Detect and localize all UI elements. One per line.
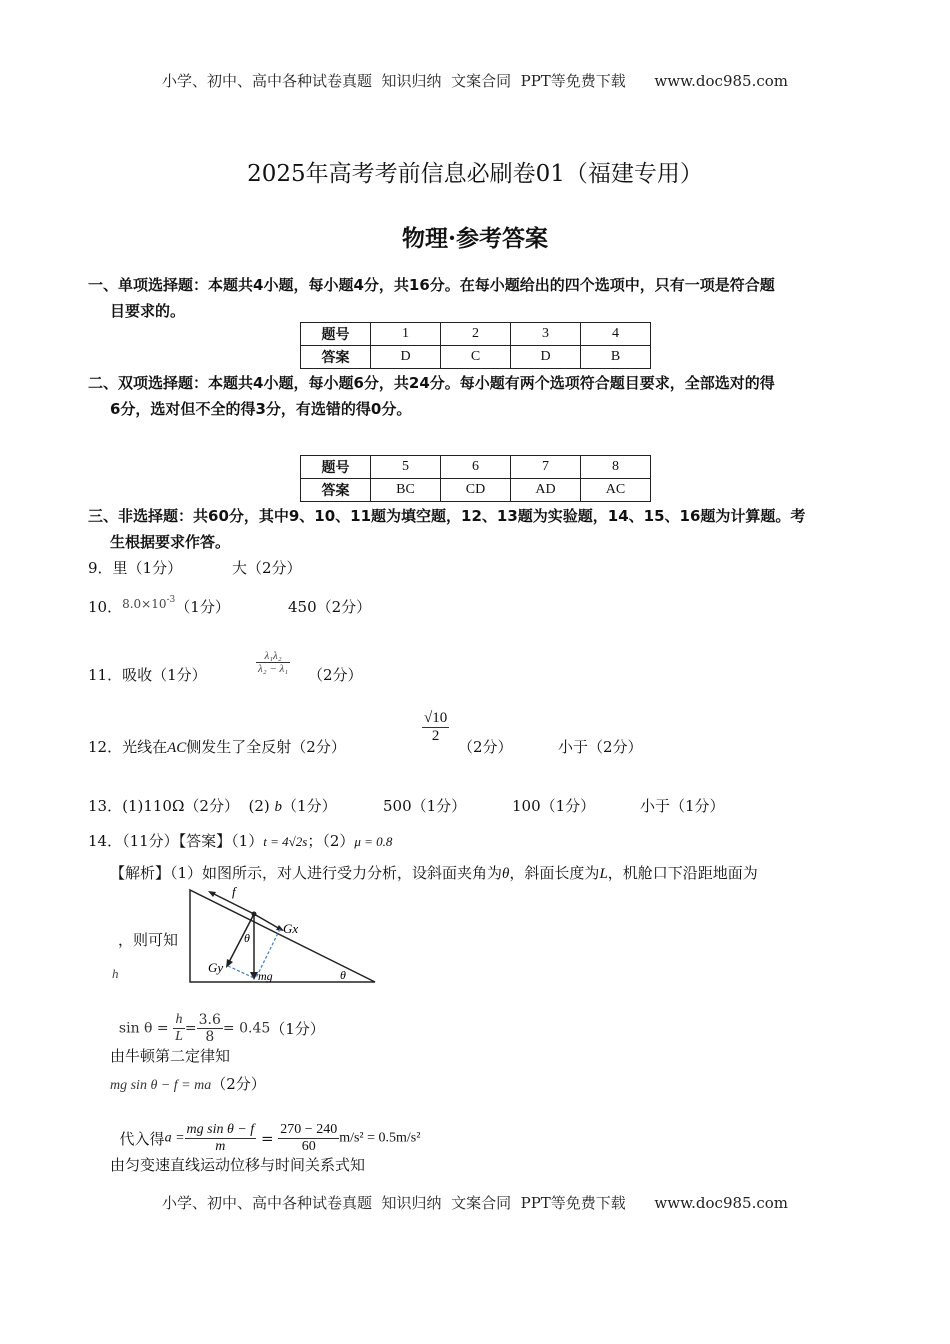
answer-cell: D (511, 346, 581, 369)
q9-answer-b: 大（2分） (232, 559, 302, 577)
q12-line: 12．光线在AC侧发生了全反射（2分） (88, 738, 346, 756)
q11-frac-num: λ₁λ₂ (256, 650, 290, 663)
q10-answer-a: （1分） (175, 598, 230, 616)
section2-answer-table (300, 455, 651, 502)
label-theta-inner: θ (244, 931, 250, 945)
q14-answer-2: μ = 0.8 (354, 834, 393, 849)
q11-number: 11． (88, 666, 123, 684)
q9-line (88, 557, 182, 578)
answer-cell: AD (511, 479, 581, 502)
section3-heading: 三、非选择题：共60分，其中9、10、11题为填空题，12、13题为实验题，14、15、16题为计算题。考 生根据要求作答。 (88, 507, 806, 551)
q10-exponent: -3 (166, 595, 176, 605)
q14-number: 14． (88, 832, 123, 850)
section2-heading: 二、双项选择题：本题共4小题，每小题6分，共24分。每小题有两个选项符合题目要求，全部选对的得 6分，选对但不全的得3分，有选错的得0分。 (88, 374, 775, 418)
q9-answer-a: 里（1分） (112, 559, 183, 577)
row-label: 题号 (301, 323, 371, 346)
person-point (252, 912, 257, 917)
answer-cell: AC (581, 479, 651, 502)
answer-cell: BC (371, 479, 441, 502)
q12-answer-c: 小于（2分） (558, 738, 643, 756)
q11-answer-a: 吸收（1分） (122, 666, 207, 684)
label-f: f (232, 884, 236, 899)
q10-answer-b: 450（2分） (288, 598, 372, 616)
q11-answer-b: （2分） (308, 666, 363, 684)
q12-answer-b: （2分） (458, 738, 513, 756)
question-number: 1 (371, 323, 441, 346)
question-number: 6 (441, 456, 511, 479)
q14-newton: 由牛顿第二定律知 (110, 1047, 231, 1065)
q10-value: 8.0×10 (122, 597, 167, 611)
section1-answer-table (300, 322, 651, 369)
q14-last-line: 由匀变速直线运动位移与时间关系式知 (110, 1156, 366, 1174)
question-number: 5 (371, 456, 441, 479)
q12-fraction (422, 710, 449, 745)
q12-frac-den: 2 (431, 728, 440, 744)
label-gx: Gx (283, 921, 299, 936)
section1-heading: 一、单项选择题：本题共4小题，每小题4分，共16分。在每小题给出的四个选项中，只有一项是符合题 目要求的。 (88, 276, 775, 320)
page-subtitle: 物理·参考答案 (401, 225, 548, 252)
page-title: 2025年高考考前信息必刷卷01（福建专用） (247, 161, 703, 187)
q13-answer-e: 小于（1分） (640, 797, 725, 815)
q11-frac-den: λ₂ − λ₁ (258, 663, 289, 675)
table-row (301, 323, 651, 346)
q13-answer-a: (1)110Ω（2分） (122, 797, 239, 815)
question-number: 7 (511, 456, 581, 479)
q10-line (88, 596, 230, 617)
q13-line: 13．(1)110Ω（2分） (2) b（1分） (88, 797, 337, 815)
page-footer: 小学、初中、高中各种试卷真题 知识归纳 文案合同 PPT等免费下载 www.doc985.com (162, 1194, 789, 1212)
q13-answer-d: 100（1分） (512, 797, 596, 815)
question-number: 3 (511, 323, 581, 346)
label-gy: Gy (208, 960, 224, 975)
q14-answer-1: t = 4√2s (263, 834, 308, 849)
q12-var-ac: AC (167, 740, 187, 756)
gx-arrow (254, 914, 280, 929)
incline-force-diagram (180, 884, 380, 986)
q11-line (88, 664, 207, 685)
q14-analysis: 【解析】（1）如图所示，对人进行受力分析，设斜面夹角为θ，斜面长度为L，机舱口下沿距地面为 (110, 864, 758, 882)
label-theta-angle: θ (340, 968, 346, 982)
question-number: 4 (581, 323, 651, 346)
q11-fraction (256, 650, 290, 675)
question-number: 2 (441, 323, 511, 346)
q14-h: h (112, 966, 119, 981)
q13-number: 13． (88, 797, 123, 815)
q12-number: 12． (88, 738, 123, 756)
q14-line: 14．（11分）【答案】（1）t = 4√2s；（2）μ = 0.8 (88, 832, 393, 850)
answer-cell: B (581, 346, 651, 369)
row-label: 题号 (301, 456, 371, 479)
answer-cell: D (371, 346, 441, 369)
q14-eq3: 代入得a = $\frac{\text{mg sin θ − f}}{m}$ = $\frac{270 - 240}{60}$ m/s² = 0.5m/s² (119, 1122, 421, 1154)
q14-eq2: mg sin θ − f = ma（2分） (110, 1075, 266, 1093)
answer-cell: CD (441, 479, 511, 502)
q14-then: ，则可知 (118, 931, 179, 949)
q14-eq1: sin θ = $\frac{h}{L}$ = $\frac{3.6}{8}$ = 0.45（1分） (118, 1012, 325, 1045)
table-row (301, 346, 651, 369)
gy-arrow (228, 914, 254, 964)
q13-answer-b: （1分） (282, 797, 337, 815)
page-header: 小学、初中、高中各种试卷真题 知识归纳 文案合同 PPT等免费下载 www.doc985.com (162, 72, 789, 90)
q10-number: 10． (88, 598, 123, 616)
label-mg: mg (258, 969, 273, 983)
question-number: 8 (581, 456, 651, 479)
answer-cell: C (441, 346, 511, 369)
row-label: 答案 (301, 346, 371, 369)
table-row (301, 456, 651, 479)
table-row (301, 479, 651, 502)
q9-number: 9． (88, 559, 113, 577)
row-label: 答案 (301, 479, 371, 502)
q13-answer-c: 500（1分） (383, 797, 467, 815)
q12-frac-num: √10 (424, 710, 448, 726)
